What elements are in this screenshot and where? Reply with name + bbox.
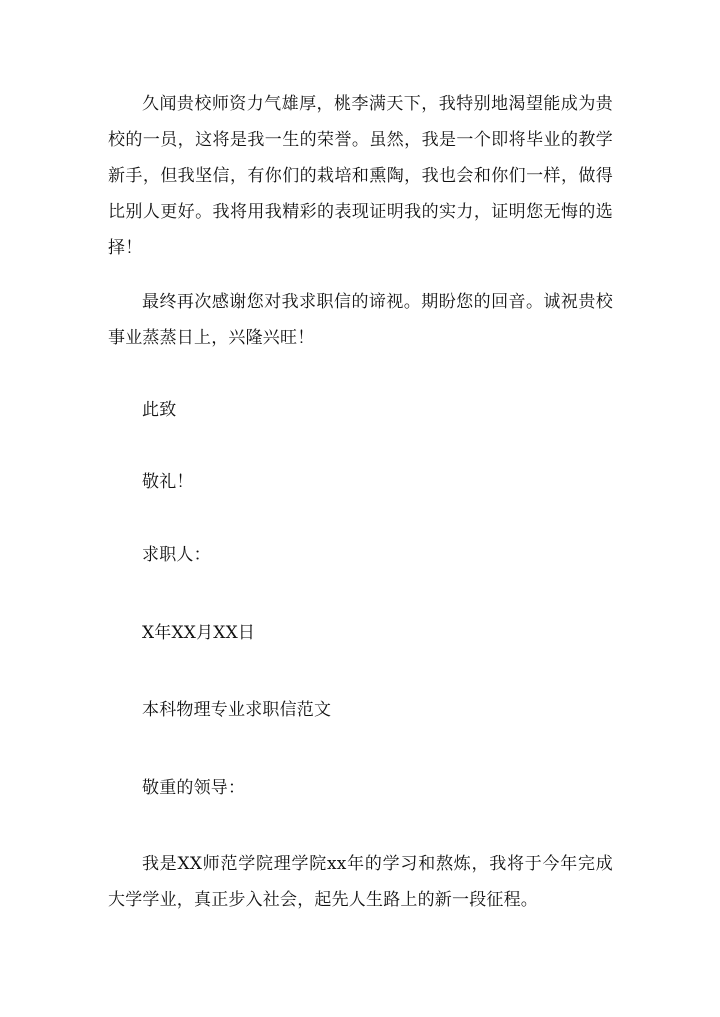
closing-phrase: 此致 <box>142 400 177 420</box>
section-title: 本科物理专业求职信范文 <box>142 700 332 720</box>
date-line: X年XX月XX日 <box>142 623 256 643</box>
paragraph-introduction: 我是XX师范学院理学院xx年的学习和熬炼，我将于今年完成大学学业，真正步入社会，起先人生路上的新一段征程。 <box>108 854 613 910</box>
paragraph-school-aspiration: 久闻贵校师资力气雄厚，桃李满天下，我特别地渴望能成为贵校的一员，这将是我一生的荣誉。虽然，我是一个即将毕业的教学新手，但我坚信，有你们的栽培和熏陶，我也会和你们一样，做得比别人更好。我将用我精彩的表现证明我的实力，证明您无悔的选择！ <box>108 94 613 258</box>
salute-phrase: 敬礼！ <box>142 472 194 492</box>
signature-label: 求职人： <box>142 545 211 565</box>
greeting-line: 敬重的领导： <box>142 778 246 798</box>
paragraph-thanks: 最终再次感谢您对我求职信的谛视。期盼您的回音。诚祝贵校事业蒸蒸日上，兴隆兴旺！ <box>108 292 613 348</box>
